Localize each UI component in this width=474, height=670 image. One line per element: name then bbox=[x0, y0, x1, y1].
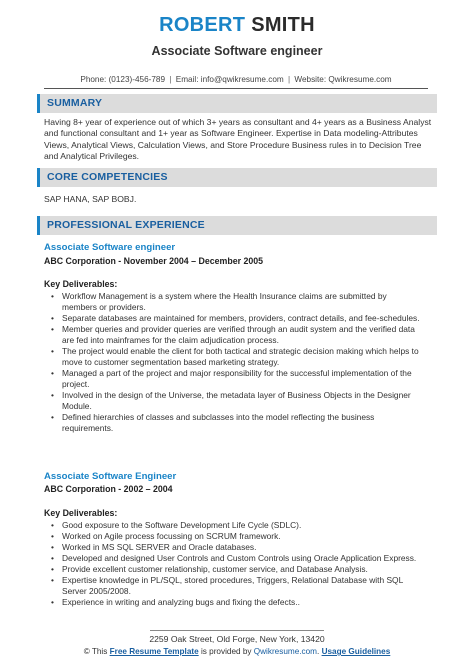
list-item: • Separate databases are maintained for members, providers, contract details, and fee-schedules. bbox=[44, 313, 420, 324]
footer-credit bbox=[0, 647, 474, 656]
candidate-name bbox=[0, 14, 474, 36]
footer-copyright: © This bbox=[83, 647, 108, 656]
contact-email[interactable]: Email: info@qwikresume.com bbox=[175, 75, 284, 84]
contact-separator: | bbox=[169, 75, 172, 84]
list-item: • Member queries and provider queries are verified through an audit system and the verified data are fed into mainframes for the claim adjudication process. bbox=[44, 324, 420, 346]
job-company-dates: ABC Corporation - 2002 – 2004 bbox=[44, 484, 173, 494]
section-header-summary bbox=[37, 94, 437, 113]
contact-line bbox=[44, 75, 428, 89]
list-item: • Developed and designed User Controls and Custom Controls using Oracle Application Express. bbox=[44, 553, 420, 564]
deliverables-list bbox=[44, 520, 420, 608]
first-name: ROBERT bbox=[159, 14, 246, 36]
list-item: • Workflow Management is a system where the Health Insurance claims are submitted by members or providers. bbox=[44, 291, 420, 313]
section-title: CORE COMPETENCIES bbox=[47, 171, 168, 183]
section-title: SUMMARY bbox=[47, 97, 103, 109]
list-item: • Provide excellent customer relationship, customer service, and Database Analysis. bbox=[44, 564, 420, 575]
contact-website[interactable]: Website: Qwikresume.com bbox=[294, 75, 392, 84]
competencies-text: SAP HANA, SAP BOBJ. bbox=[44, 194, 137, 204]
footer-provided-by: is provided by bbox=[200, 647, 252, 656]
job-title: Associate Software engineer bbox=[44, 242, 176, 253]
list-item: • Involved in the design of the Universe, the metadata layer of Business Objects in the Designer Module. bbox=[44, 390, 420, 412]
list-item: • Worked in MS SQL SERVER and Oracle databases. bbox=[44, 542, 420, 553]
section-header-competencies bbox=[37, 168, 437, 187]
section-title: PROFESSIONAL EXPERIENCE bbox=[47, 219, 205, 231]
list-item: • Worked on Agile process focussing on SCRUM framework. bbox=[44, 531, 420, 542]
footer-period: . bbox=[317, 647, 320, 656]
footer-domain-link[interactable]: Qwikresume.com bbox=[253, 647, 318, 656]
key-deliverables-label: Key Deliverables: bbox=[44, 508, 118, 518]
section-header-experience bbox=[37, 216, 437, 235]
footer-address: 2259 Oak Street, Old Forge, New York, 13420 bbox=[149, 634, 325, 644]
list-item: • Expertise knowledge in PL/SQL, stored procedures, Triggers, Relational Database with SQL Server 2005/2008. bbox=[44, 575, 420, 597]
usage-guidelines-link[interactable]: Usage Guidelines bbox=[321, 647, 391, 656]
candidate-job-title: Associate Software engineer bbox=[151, 44, 323, 58]
contact-separator: | bbox=[287, 75, 291, 84]
summary-text: Having 8+ year of experience out of which 3+ years as consultant and 4+ years as a Business Analyst and functional consultant and 1+ year as Software Engineer. Expertise in Data modeling-Attributes Views, Analytical Views, Calculation Views, and Store Procedure Business rules in to Decision Tree and Analytical Privileges. bbox=[44, 117, 432, 162]
last-name: SMITH bbox=[251, 14, 315, 36]
list-item: • The project would enable the client for both tactical and strategic decision making which helps to move to customer segmentation based marketing strategy. bbox=[44, 346, 420, 368]
list-item: • Managed a part of the project and major responsibility for the successful implementation of the project. bbox=[44, 368, 420, 390]
free-resume-template-link[interactable]: Free Resume Template bbox=[109, 647, 199, 656]
deliverables-list bbox=[44, 291, 420, 434]
list-item: • Defined hierarchies of classes and subclasses into the model reflecting the business requirements. bbox=[44, 412, 420, 434]
list-item: • Good exposure to the Software Development Life Cycle (SDLC). bbox=[44, 520, 420, 531]
job-title: Associate Software Engineer bbox=[44, 471, 177, 482]
footer-divider bbox=[150, 630, 324, 631]
contact-phone: Phone: (0123)-456-789 bbox=[80, 75, 166, 84]
list-item: • Experience in writing and analyzing bugs and fixing the defects.. bbox=[44, 597, 420, 608]
job-company-dates: ABC Corporation - November 2004 – December 2005 bbox=[44, 256, 264, 266]
key-deliverables-label: Key Deliverables: bbox=[44, 279, 118, 289]
